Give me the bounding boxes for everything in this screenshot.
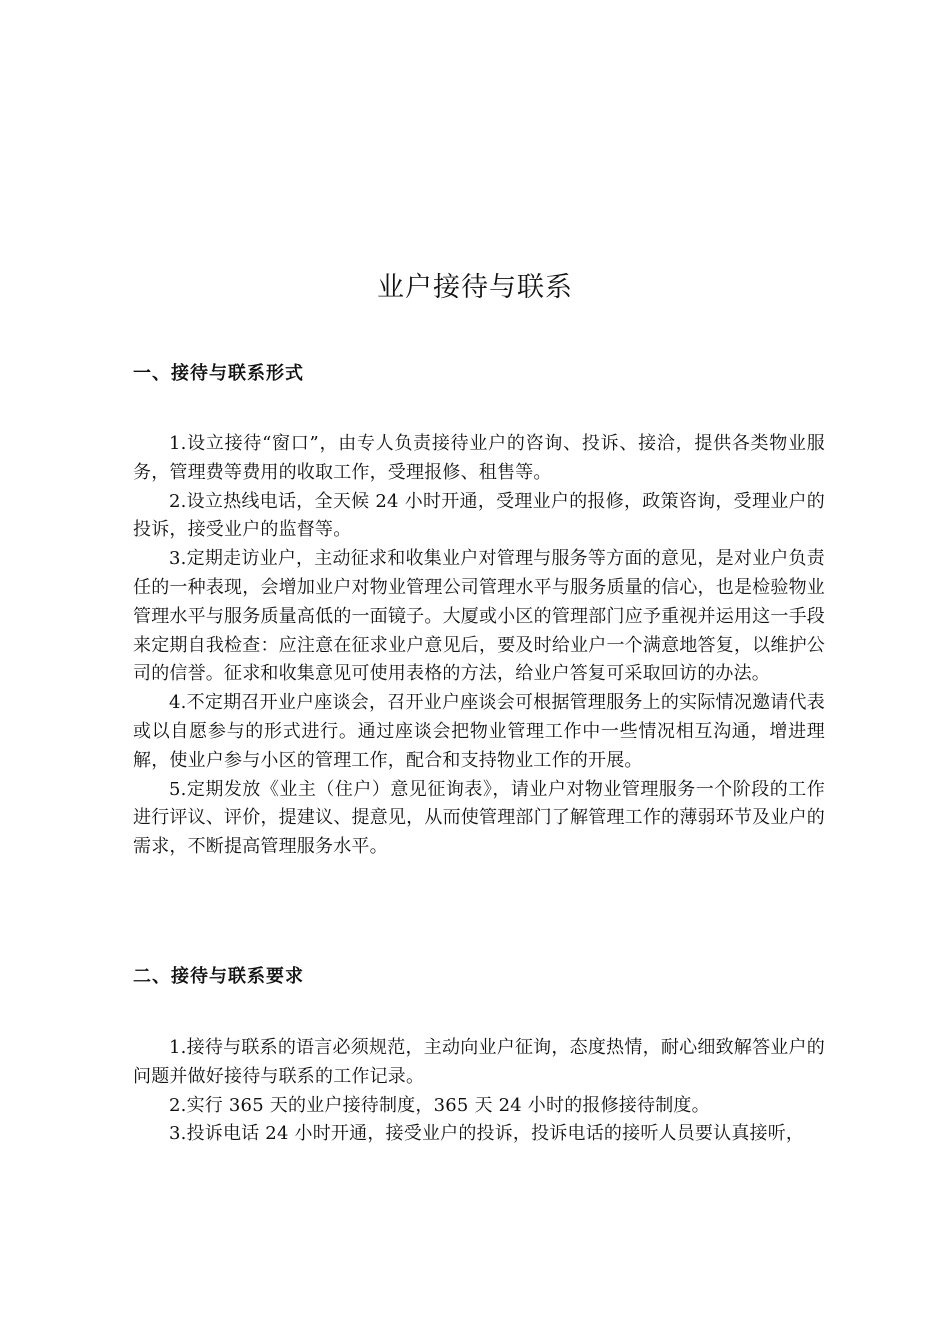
paragraph: 4.不定期召开业户座谈会，召开业户座谈会可根据管理服务上的实际情况邀请代表或以自愿参与的形式进行。通过座谈会把物业管理工作中一些情况相互沟通，增进理解，使业户参与小区的管理工作，配合和支持物业工作的开展。 (133, 692, 825, 771)
paragraph: 3.投诉电话 24 小时开通，接受业户的投诉，投诉电话的接听人员要认真接听， (169, 1123, 805, 1145)
section-heading-forms: 一、接待与联系形式 (133, 363, 304, 384)
paragraph: 1.接待与联系的语言必须规范，主动向业户征询，态度热情，耐心细致解答业户的问题并做好接待与联系的工作记录。 (133, 1037, 825, 1087)
document-title: 业户接待与联系 (377, 272, 573, 303)
paragraph: 2.设立热线电话，全天候 24 小时开通，受理业户的报修，政策咨询，受理业户的投诉，接受业户的监督等。 (133, 490, 825, 541)
paragraph: 3.定期走访业户，主动征求和收集业户对管理与服务等方面的意见，是对业户负责任的一种表现，会增加业户对物业管理公司管理水平与服务质量的信心，也是检验物业管理水平与服务质量高低的一面镜子。大厦或小区的管理部门应予重视并运用这一手段来定期自我检查：应注意在征求业户意见后，要及时给业户一个满意地答复，以维护公司的信誉。征求和收集意见可使用表格的方法，给业户答复可采取回访的办法。 (133, 548, 825, 685)
paragraph: 5.定期发放《业主（住户）意见征询表》，请业户对物业管理服务一个阶段的工作进行评议、评价，提建议、提意见，从而使管理部门了解管理工作的薄弱环节及业户的需求，不断提高管理服务水平。 (133, 778, 825, 858)
section-body-forms (133, 430, 825, 862)
section-body-requirements (133, 1034, 825, 1149)
paragraph: 1.设立接待“窗口”，由专人负责接待业户的咨询、投诉、接洽，提供各类物业服务，管理费等费用的收取工作，受理报修、租售等。 (133, 433, 825, 483)
section-heading-requirements: 二、接待与联系要求 (133, 966, 304, 987)
paragraph: 2.实行 365 天的业户接待制度，365 天 24 小时的报修接待制度。 (169, 1094, 710, 1116)
